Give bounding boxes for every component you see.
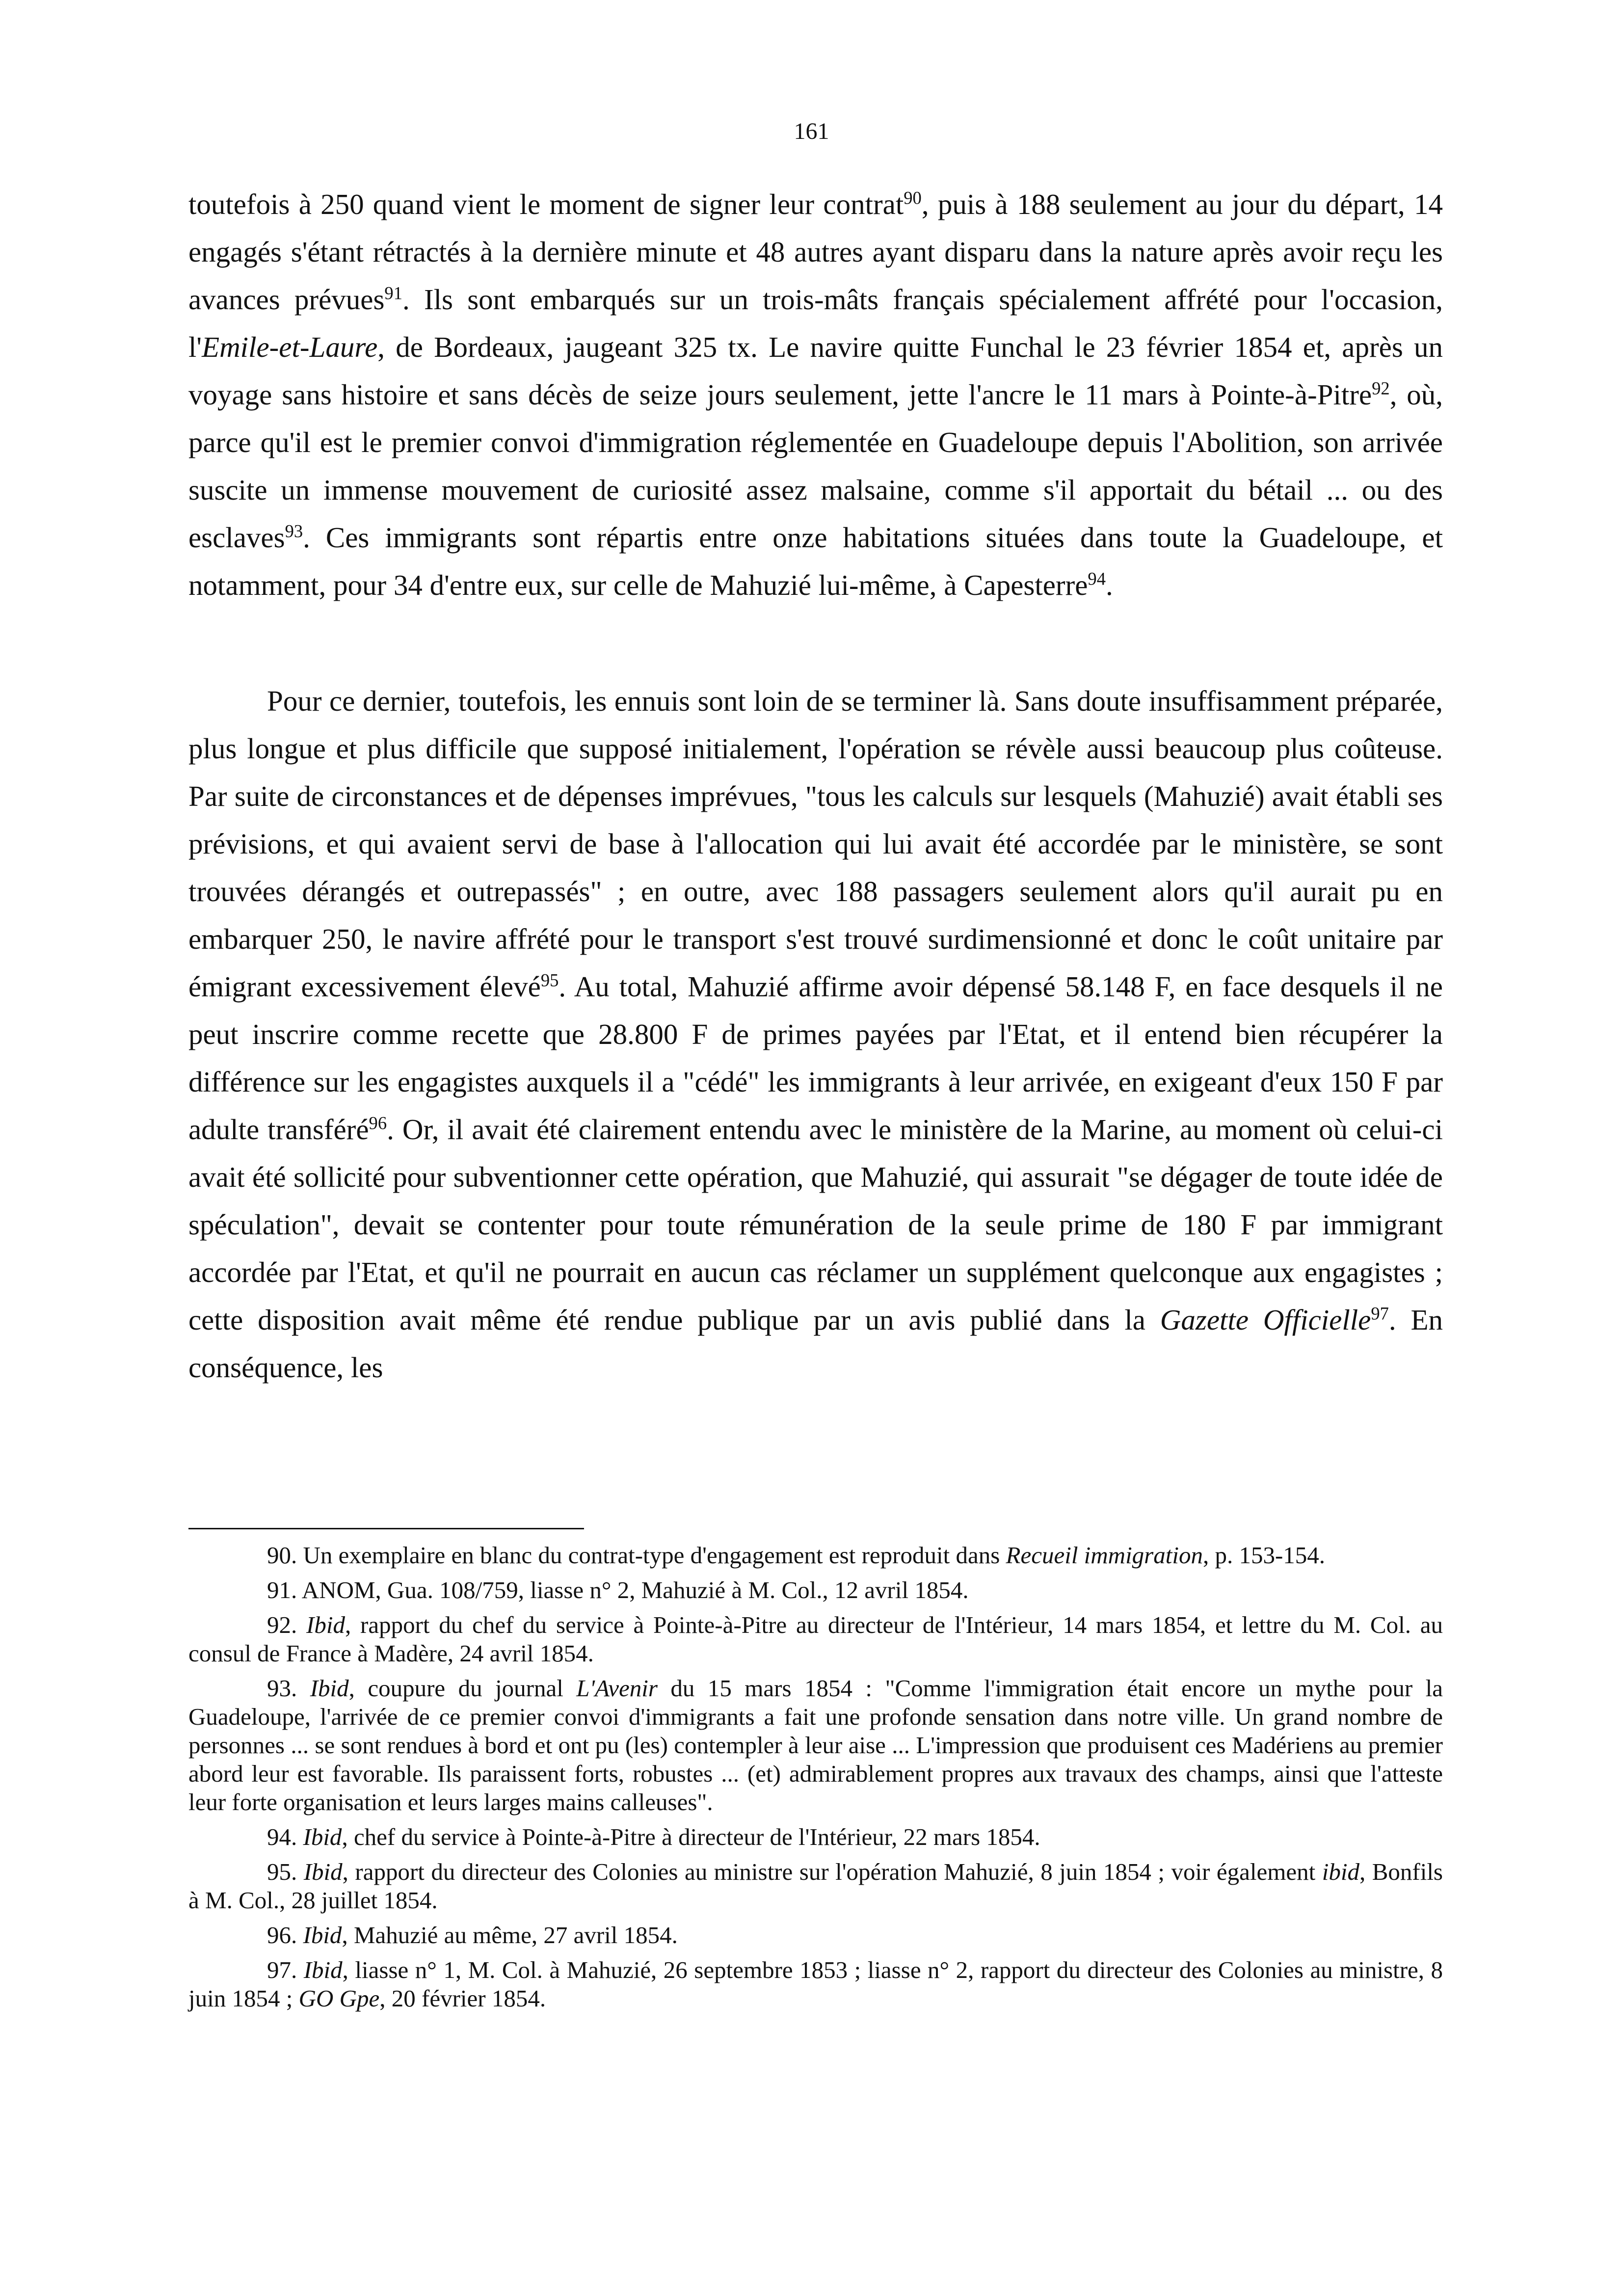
footnotes-block: [188, 1541, 1443, 2019]
text-run: . En conséquence, les: [188, 1304, 1443, 1384]
text-run: toutefois à 250 quand vient le moment de signer leur contrat: [188, 188, 904, 220]
footnote-94: [188, 1823, 1443, 1851]
footnote-90: [188, 1541, 1443, 1570]
text-run: , rapport du chef du service à Pointe-à-Pitre au directeur de l'Intérieur, 14 mars 1854, et lettre du M. Col. au consul de France à Madère, 24 avril 1854.: [188, 1611, 1443, 1667]
footnote-ref: 91: [384, 283, 402, 303]
footnote-ref: 93: [285, 521, 303, 541]
text-run: 97.: [267, 1956, 304, 1983]
text-run: . Ils sont embarqués sur un trois-mâts français spécialement affrété pour l'occasion, l': [188, 283, 1443, 363]
text-run: , où, parce qu'il est le premier convoi d'immigration réglementée en Guadeloupe depuis l'Abolition, son arrivée suscite un immense mouvement de curiosité assez malsaine, comme s'il apportait du bétail ... ou des esclaves: [188, 378, 1443, 554]
text-run: Pour ce dernier, toutefois, les ennuis sont loin de se terminer là. Sans doute insuffisamment préparée, plus longue et plus difficile que supposé initialement, l'opération se révèle aussi beaucoup plus coûteuse. Par suite de circonstances et de dépenses imprévues, "tous les calculs sur lesquels (Mahuzié) avait établi ses prévisions, et qui avaient servi de base à l'allocation qui lui avait été accordée par le ministère, se sont trouvées dérangés et outrepassés" ; en outre, avec 188 passagers seulement alors qu'il aurait pu en embarquer 250, le navire affrété pour le transport s'est trouvé surdimensionné et donc le coût unitaire par émigrant excessivement élevé: [188, 685, 1443, 1003]
body-paragraph-2: [188, 677, 1443, 1391]
text-run: 91. ANOM, Gua. 108/759, liasse n° 2, Mahuzié à M. Col., 12 avril 1854.: [267, 1576, 969, 1603]
footnote-ref: 94: [1088, 568, 1106, 589]
page-number: 161: [794, 118, 829, 144]
footnote-93: [188, 1674, 1443, 1816]
text-run: , puis à 188 seulement au jour du départ, 14 engagés s'étant rétractés à la dernière minute et 48 autres ayant disparu dans la nature après avoir reçu les avances prévues: [188, 188, 1443, 316]
italic-text: Ibid: [306, 1611, 345, 1638]
text-run: , Bonfils à M. Col., 28 juillet 1854.: [188, 1858, 1443, 1914]
italic-text: ibid: [1322, 1858, 1359, 1885]
footnote-ref: 90: [904, 187, 922, 208]
text-run: 90. Un exemplaire en blanc du contrat-type d'engagement est reproduit dans: [267, 1542, 1006, 1569]
text-run: , Mahuzié au même, 27 avril 1854.: [342, 1922, 678, 1949]
footnote-96: [188, 1921, 1443, 1949]
text-run: 92.: [267, 1611, 307, 1638]
text-run: , coupure du journal: [348, 1675, 577, 1702]
text-run: 96.: [267, 1922, 303, 1949]
text-run: . Ces immigrants sont répartis entre onze habitations situées dans toute la Guadeloupe, et notamment, pour 34 d'entre eux, sur celle de Mahuzié lui-même, à Capesterre: [188, 521, 1443, 601]
footnote-ref: 96: [369, 1113, 387, 1133]
footnote-91: [188, 1576, 1443, 1604]
text-run: . Au total, Mahuzié affirme avoir dépensé 58.148 F, en face desquels il ne peut inscrire comme recette que 28.800 F de primes payées par l'Etat, et il entend bien récupérer la différence sur les engagistes auxquels il a "cédé" les immigrants à leur arrivée, en exigeant d'eux 150 F par adulte transféré: [188, 970, 1443, 1146]
footnote-97: [188, 1956, 1443, 2013]
text-run: , liasse n° 1, M. Col. à Mahuzié, 26 septembre 1853 ; liasse n° 2, rapport du directeur des Colonies au ministre, 8 juin 1854 ;: [188, 1956, 1443, 2012]
italic-text: Recueil immigration: [1006, 1542, 1203, 1569]
italic-text: L'Avenir: [576, 1675, 658, 1702]
text-run: 94.: [267, 1823, 303, 1850]
text-run: . Or, il avait été clairement entendu avec le ministère de la Marine, au moment où celui-ci avait été sollicité pour subventionner cette opération, que Mahuzié, qui assurait "se dégager de toute idée de spéculation", devait se contenter pour toute rémunération de la seule prime de 180 F par immigrant accordée par l'Etat, et qu'il ne pourrait en aucun cas réclamer un supplément quelconque aux engagistes ; cette disposition avait même été rendue publique par un avis publié dans la: [188, 1113, 1443, 1336]
footnote-ref: 95: [540, 970, 559, 990]
text-run: , 20 février 1854.: [379, 1985, 546, 2012]
italic-text: Ibid: [310, 1675, 349, 1702]
footnote-92: [188, 1611, 1443, 1668]
italic-text: Emile-et-Laure: [202, 331, 378, 363]
footnote-ref: 92: [1372, 378, 1390, 399]
text-run: , chef du service à Pointe-à-Pitre à directeur de l'Intérieur, 22 mars 1854.: [342, 1823, 1040, 1850]
footnote-separator: [188, 1528, 584, 1529]
italic-text: GO Gpe: [298, 1985, 380, 2012]
italic-text: Ibid: [303, 1922, 342, 1949]
text-run: .: [1105, 569, 1113, 601]
text-run: , p. 153-154.: [1202, 1542, 1326, 1569]
text-run: du 15 mars 1854 : "Comme l'immigration était encore un mythe pour la Guadeloupe, l'arrivée de ce premier convoi d'immigrants a fait une profonde sensation dans notre ville. Un grand nombre de personnes ... se sont rendues à bord et ont pu (les) contempler à leur aise ... L'impression que produisent ces Madériens au premier abord leur est favorable. Ils paraissent forts, robustes ... (et) admirablement propres aux travaux des champs, ainsi que l'atteste leur forte organisation et leurs larges mains calleuses".: [188, 1675, 1443, 1815]
text-run: 95.: [267, 1858, 304, 1885]
footnote-ref: 97: [1371, 1303, 1389, 1324]
italic-text: Ibid: [303, 1858, 343, 1885]
text-run: , rapport du directeur des Colonies au ministre sur l'opération Mahuzié, 8 juin 1854 ; voir également: [342, 1858, 1322, 1885]
footnote-95: [188, 1858, 1443, 1915]
text-run: , de Bordeaux, jaugeant 325 tx. Le navire quitte Funchal le 23 février 1854 et, après un voyage sans histoire et sans décès de seize jours seulement, jette l'ancre le 11 mars à Pointe-à-Pitre: [188, 331, 1443, 411]
italic-text: Gazette Officielle: [1160, 1304, 1371, 1336]
italic-text: Ibid: [303, 1956, 343, 1983]
italic-text: Ibid: [303, 1823, 342, 1850]
text-run: 93.: [267, 1675, 310, 1702]
body-paragraph-1: [188, 181, 1443, 609]
